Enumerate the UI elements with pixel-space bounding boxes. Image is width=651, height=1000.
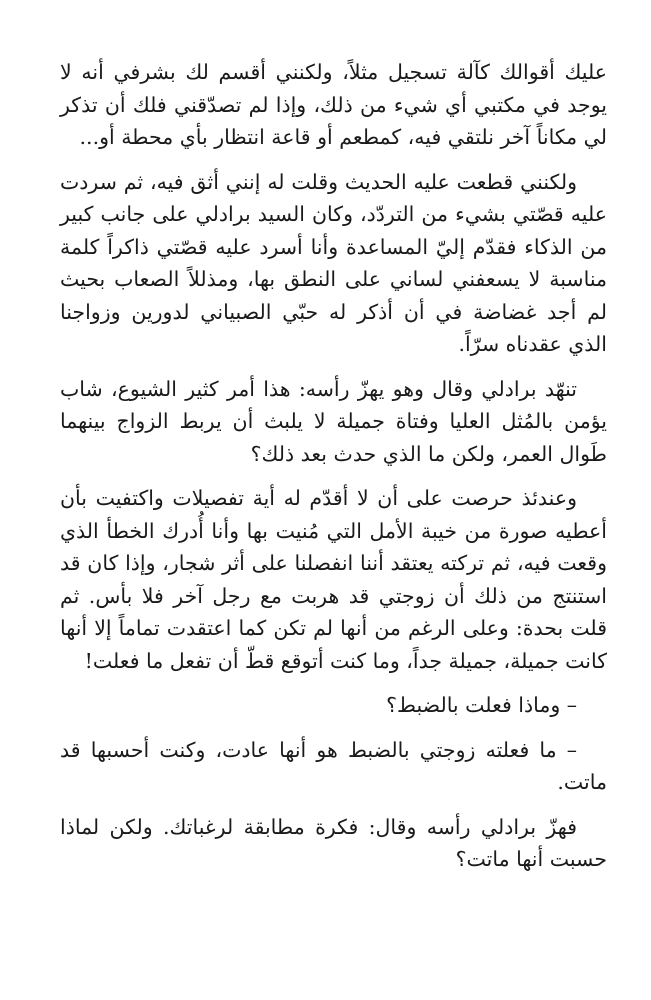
- paragraph-2: ولكنني قطعت عليه الحديث وقلت له إنني أثق فيه، ثم سردت عليه قصّتي بشيء من التردّد، وكان السيد برادلي على جانب كبير من الذكاء فقدّم إليّ المساعدة وأنا أسرد عليه قصّتي ذاكراً كلمة مناسبة لا يسعفني لساني على النطق بها، ومذللاً الصعاب بحيث لم أجد غضاضة في أن أذكر له حبّي الصبياني لدورين وزواجنا الذي عقدناه سرّاً.: [60, 169, 607, 356]
- paragraph-5: فهزّ برادلي رأسه وقال: فكرة مطابقة لرغباتك. ولكن لماذا حسبت أنها ماتت؟: [60, 814, 607, 871]
- paragraph-1: عليك أقوالك كآلة تسجيل مثلاً، ولكنني أقسم لك بشرفي أنه لا يوجد في مكتبي أي شيء من ذلك، وإذا لم تصدّقني فلك أن تذكر لي مكاناً آخر نلتقي فيه، كمطعم أو قاعة انتظار بأي محطة أو...: [60, 60, 607, 149]
- paragraph-4: وعندئذ حرصت على أن لا أقدّم له أية تفصيلات واكتفيت بأن أعطيه صورة من خيبة الأمل التي مُنيت بها وأنا أُدرك الخطأ الذي وقعت فيه، ثم تركته يعتقد أننا انفصلنا على أثر شجار، وإذا كان قد استنتج من ذلك أن زوجتي قد هربت مع رجل آخر فلا بأس. ثم قلت بحدة: وعلى الرغم من أنها لم تكن كما اعتقدت تماماً إلا أنها كانت جميلة، جميلة جداً، وما كنت أتوقع قطّ أن تفعل ما فعلت!: [60, 486, 607, 673]
- paragraph-3: تنهّد برادلي وقال وهو يهزّ رأسه: هذا أمر كثير الشيوع، شاب يؤمن بالمُثل العليا وفتاة جميلة لا يلبث أن يربط الزواج بينهما طَوال العمر، ولكن ما الذي حدث بعد ذلك؟: [60, 376, 607, 466]
- dialog-line-1: – وماذا فعلت بالضبط؟: [386, 693, 577, 717]
- dialog-line-2: – ما فعلته زوجتي بالضبط هو أنها عادت، وكنت أحسبها قد ماتت.: [60, 737, 607, 794]
